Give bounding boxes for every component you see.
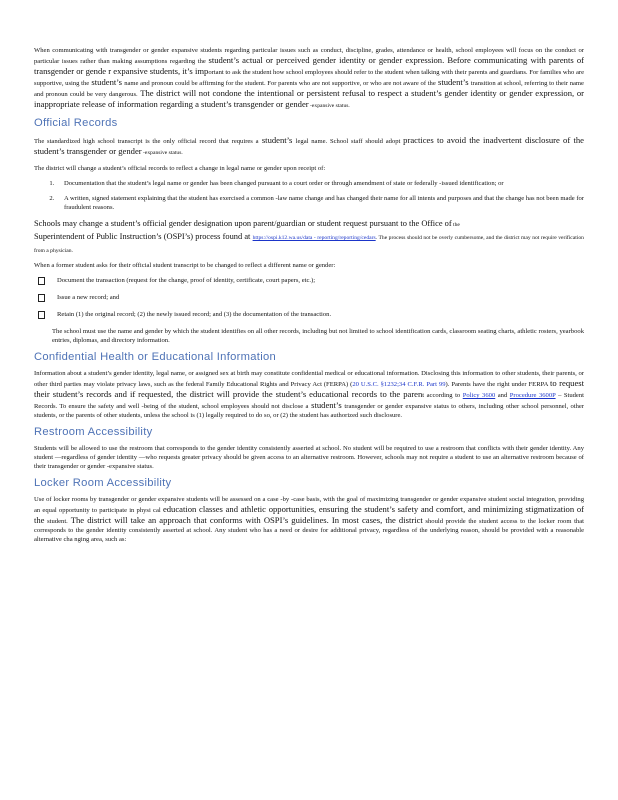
official-records-p3-text-1: Schools may change a student’s official gender designation upon parent/guardian or student request pursuant to the Office of [34,219,452,228]
box-list-item [34,276,584,285]
procedure-3600p-link[interactable]: Procedure 3600P [509,392,556,399]
box-list-item-text: Retain (1) the original record; (2) the newly issued record; and (3) the documentation of the transaction. [57,311,332,318]
restroom-paragraph: Students will be allowed to use the restroom that corresponds to the gender identity consistently asserted at school. No student will be required to use a restroom that conflicts with their gender identity. Any student —regardless of gender identity —who requests greater privacy should be given access to an alternative restroom. However, schools may not require a student to use an alternative restroom because of their transgender or gender -expansive status. [34,445,584,470]
official-records-p1-text-4: practices to avoid the inadvertent disclosure of the student’s transgender or gender [34,135,584,156]
square-bullet-icon [38,311,45,319]
confidential-text-2: ). Parents have the right under FERPA [445,381,549,388]
locker-room-paragraph [34,495,584,544]
confidential-text-7: student’s [308,400,345,410]
numbered-list-item: 1. Documentation that the student’s legal name or gender has been changed pursuant to a court order or through amendment of state or federally -issued identification; or [56,179,584,188]
confidential-text-6: – Student Records. To ensure the safety and well -being of the student, school employees should not disclose a [34,392,584,410]
intro-text-6: student’s [435,77,471,87]
locker-room-heading: Locker Room Accessibility [34,477,172,489]
intro-text-9: -expansive status. [308,103,350,109]
confidential-text-8: transgender or gender expansive status to others, including other school personnel, other students, or the parents of other students, unless the school is (1) legally required to do so, or (2) the student has authorized such disclosure. [34,403,585,419]
official-records-p1-text-5: -expansive status. [141,150,183,156]
ferpa-citation-link[interactable]: 20 U.S.C. §1232;34 C.F.R. Part 99 [352,381,446,388]
restroom-heading: Restroom Accessibility [34,426,153,438]
locker-text-2: education classes and athletic opportunities, ensuring the student’s safety and comfort, and minimizing stigmatization of the [34,504,584,525]
square-bullet-icon [38,277,45,285]
official-records-p1-text-3: legal name. School staff should adopt [295,138,401,145]
locker-text-4: The district will take an approach that conforms with OSPI’s guidelines. In most cases, the district [67,515,423,525]
confidential-text-3: to request their student’s records and if requested, the district will provide the student’s educational records to the paren [34,378,584,399]
policy-3600-link[interactable]: Policy 3600 [462,392,496,399]
official-records-paragraph-3 [34,218,584,257]
confidential-info-paragraph [34,369,584,420]
box-list-item [34,293,584,302]
locker-text-1: Use of locker rooms by transgender or gender expansive students will be assessed on a case -by -case basis, with the goal of maximizing transgender or gender expansive student social integration, providing an equal opportunity to participate in physi cal [34,496,584,514]
official-records-p1-text-2: student’s [258,135,296,145]
official-records-heading: Official Records [34,117,118,129]
confidential-text-4: t according to [422,392,463,399]
box-list-item-text: Document the transaction (request for the change, proof of identity, certificate, court papers, etc.); [57,277,316,284]
box-list-item-text: Issue a new record; and [57,294,120,301]
official-records-p3-text-2: the [451,222,460,228]
official-records-paragraph-4: When a former student asks for their official student transcript to be changed to reflect a different name or gender: [34,262,336,269]
ospi-cedars-link[interactable]: https://ospi.k12.wa.us/data - reporting/reporting/cedars [252,235,376,241]
official-records-paragraph-1 [34,135,584,158]
confidential-info-heading: Confidential Health or Educational Information [34,351,277,363]
square-bullet-icon [38,294,45,302]
official-records-p3-text-4: . The process should not be overly cumbersome, and the district may not require verification from a physician. [34,235,584,254]
intro-text-3: ortant to ask the student how school employees should refer to the student when talking with their parents and guardians. For families who are supportive, using the [34,69,584,87]
intro-text-2: student’s actual or perceived gender identity or gender expression. Before communicating with parents of transgender or gende r expansive students, it’s imp [34,55,584,76]
intro-text-5: name and pronoun could be affirming for the student. For parents who are not supportive, or who are not aware of the [124,80,436,87]
locker-text-5: should provide the student access to the locker room that corresponds to the gender identity consistently asserted at school. Any student who has a need or desire for additional privacy, regardless of the underlying reason, should be provided with a reasonable alternative cha nging area, such as: [34,518,584,543]
intro-text-1: When communicating with transgender or gender expansive students regarding particular issues such as conduct, discipline, grades, attendance or health, school employees will focus on the conduct or particular issues rather than making assumptions regarding the [34,47,584,65]
official-records-p1-text-1: The standardized high school transcript is the only official record that requires a [34,138,259,145]
official-records-numbered-list [34,179,584,212]
confidential-text-1: Information about a student’s gender identity, legal name, or assigned sex at birth may constitute confidential medical or educational information. Disclosing this information to other students, their parents, or other third parties may violate privacy laws, such as the federal Family Educational Rights and Privacy Act (FERPA) ( [34,370,584,388]
numbered-list-item: 2. A written, signed statement explaining that the student has exercised a common -law name change and has changed their name for all intents and purposes and that the change has not been made for fraudulent reasons. [56,194,584,212]
intro-text-4: student’s [89,77,125,87]
official-records-paragraph-5: The school must use the name and gender by which the student identifies on all other records, including but not limited to school identification cards, classroom seating charts, athletic rosters, yearbook entries, diplomas, and directory information. [52,328,584,344]
intro-text-8: The district will not condone the intentional or persistent refusal to respect a student’s gender identity or gender expression, or inappropriate release of information regarding a student’s transgender or gender [34,88,584,109]
official-records-paragraph-2: The district will change a student’s official records to reflect a change in legal name or gender upon receipt of: [34,165,326,172]
intro-text-7: transition at school, referring to their name and pronoun could be very dangerous. [34,80,584,98]
official-records-p3-text-3: Superintendent of Public Instruction’s (OSPI’s) process found at [34,232,253,241]
locker-text-3: student. [44,518,68,525]
box-list-item [34,310,584,319]
intro-paragraph [34,46,584,111]
confidential-text-5: and [495,392,510,399]
official-records-checkbox-list [34,276,584,319]
